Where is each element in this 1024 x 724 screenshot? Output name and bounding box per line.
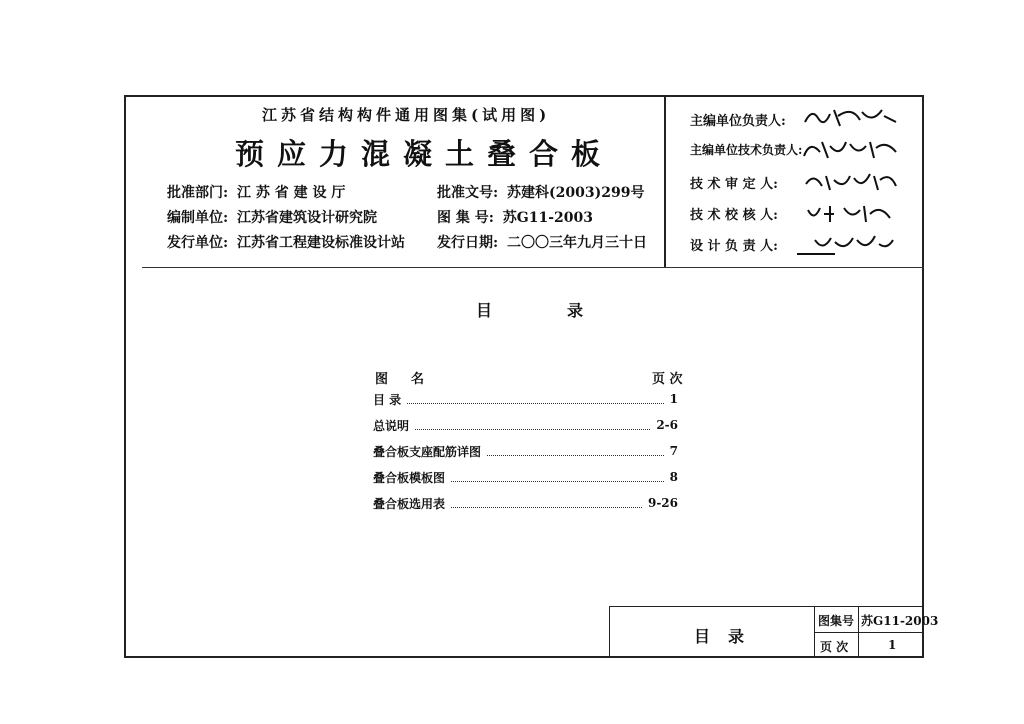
title-block-divider xyxy=(814,632,924,633)
toc-row-page: 2-6 xyxy=(656,418,678,432)
chief-unit-label: 主编单位负责人: xyxy=(690,114,786,129)
title-block-drawing-name: 目录 xyxy=(694,627,763,646)
header-divider-vertical xyxy=(664,95,666,267)
toc-row-name: 叠合板支座配筋详图 xyxy=(373,444,482,459)
toc-row-page: 8 xyxy=(669,470,678,484)
toc-col-name-b: 名 xyxy=(411,372,425,387)
atlas-number-label: 图 集 号: xyxy=(437,210,494,226)
toc-leader-dots xyxy=(415,420,650,430)
publish-date-label: 发行日期: xyxy=(437,235,499,251)
toc-row[interactable] xyxy=(373,442,678,460)
signature-design-lead xyxy=(795,230,895,256)
title-block-atlas-label: 图集号 xyxy=(818,614,855,628)
tech-review-label: 技 术 审 定 人: xyxy=(690,177,778,192)
atlas-subtitle: 江苏省结构构件通用图集(试用图) xyxy=(262,106,551,124)
toc-row[interactable] xyxy=(373,390,678,408)
toc-row-name: 叠合板选用表 xyxy=(373,496,446,511)
publish-unit-label: 发行单位: xyxy=(167,235,229,251)
title-block-page-value: 1 xyxy=(888,638,897,652)
approval-dept-label: 批准部门: xyxy=(167,185,229,201)
toc-row-page: 9-26 xyxy=(647,496,678,510)
toc-leader-dots xyxy=(451,472,664,482)
toc-col-name-a: 图 xyxy=(375,372,389,387)
atlas-title: 预应力混凝土叠合板 xyxy=(235,137,614,171)
toc-col-page: 页 次 xyxy=(652,372,683,387)
signature-tech-review xyxy=(800,168,900,194)
publish-date xyxy=(437,232,647,252)
toc-row-page: 7 xyxy=(669,444,678,458)
toc-row[interactable] xyxy=(373,494,678,512)
signature-chief-unit xyxy=(800,104,900,130)
compile-unit-label: 编制单位: xyxy=(167,210,229,226)
title-block-page-label: 页 次 xyxy=(820,640,849,654)
header-divider-horizontal xyxy=(142,267,924,268)
publish-unit-value: 江苏省工程建设标准设计站 xyxy=(237,235,406,251)
title-block-atlas-value: 苏G11-2003 xyxy=(861,614,939,628)
toc-title-left: 目 xyxy=(476,301,493,320)
approval-doc-value: 苏建科(2003)299号 xyxy=(507,185,645,201)
tech-check-label: 技 术 校 核 人: xyxy=(690,208,778,223)
publish-date-value: 二〇〇三年九月三十日 xyxy=(507,235,648,251)
toc-leader-dots xyxy=(451,498,642,508)
compile-unit-value: 江苏省建筑设计研究院 xyxy=(237,210,378,226)
toc-row[interactable] xyxy=(373,416,678,434)
toc-leader-dots xyxy=(487,446,664,456)
publish-unit xyxy=(167,232,405,252)
signature-chief-tech xyxy=(800,136,900,162)
toc-row-name: 目 录 xyxy=(373,392,402,407)
signature-tech-check xyxy=(800,200,900,226)
toc-leader-dots xyxy=(407,394,663,404)
approval-doc xyxy=(437,182,644,202)
approval-doc-label: 批准文号: xyxy=(437,185,499,201)
toc-row-page: 1 xyxy=(669,392,678,406)
design-lead-label: 设 计 负 责 人: xyxy=(690,239,778,254)
atlas-number-value: 苏G11-2003 xyxy=(502,210,594,226)
approval-dept xyxy=(167,182,345,202)
atlas-number xyxy=(437,207,593,227)
approval-dept-value: 江 苏 省 建 设 厅 xyxy=(237,185,346,201)
toc-title-right: 录 xyxy=(567,301,584,320)
chief-tech-label: 主编单位技术负责人: xyxy=(690,143,803,157)
toc-row-name: 总说明 xyxy=(373,418,410,433)
toc-row-name: 叠合板模板图 xyxy=(373,470,446,485)
toc-row[interactable] xyxy=(373,468,678,486)
compile-unit xyxy=(167,207,377,227)
